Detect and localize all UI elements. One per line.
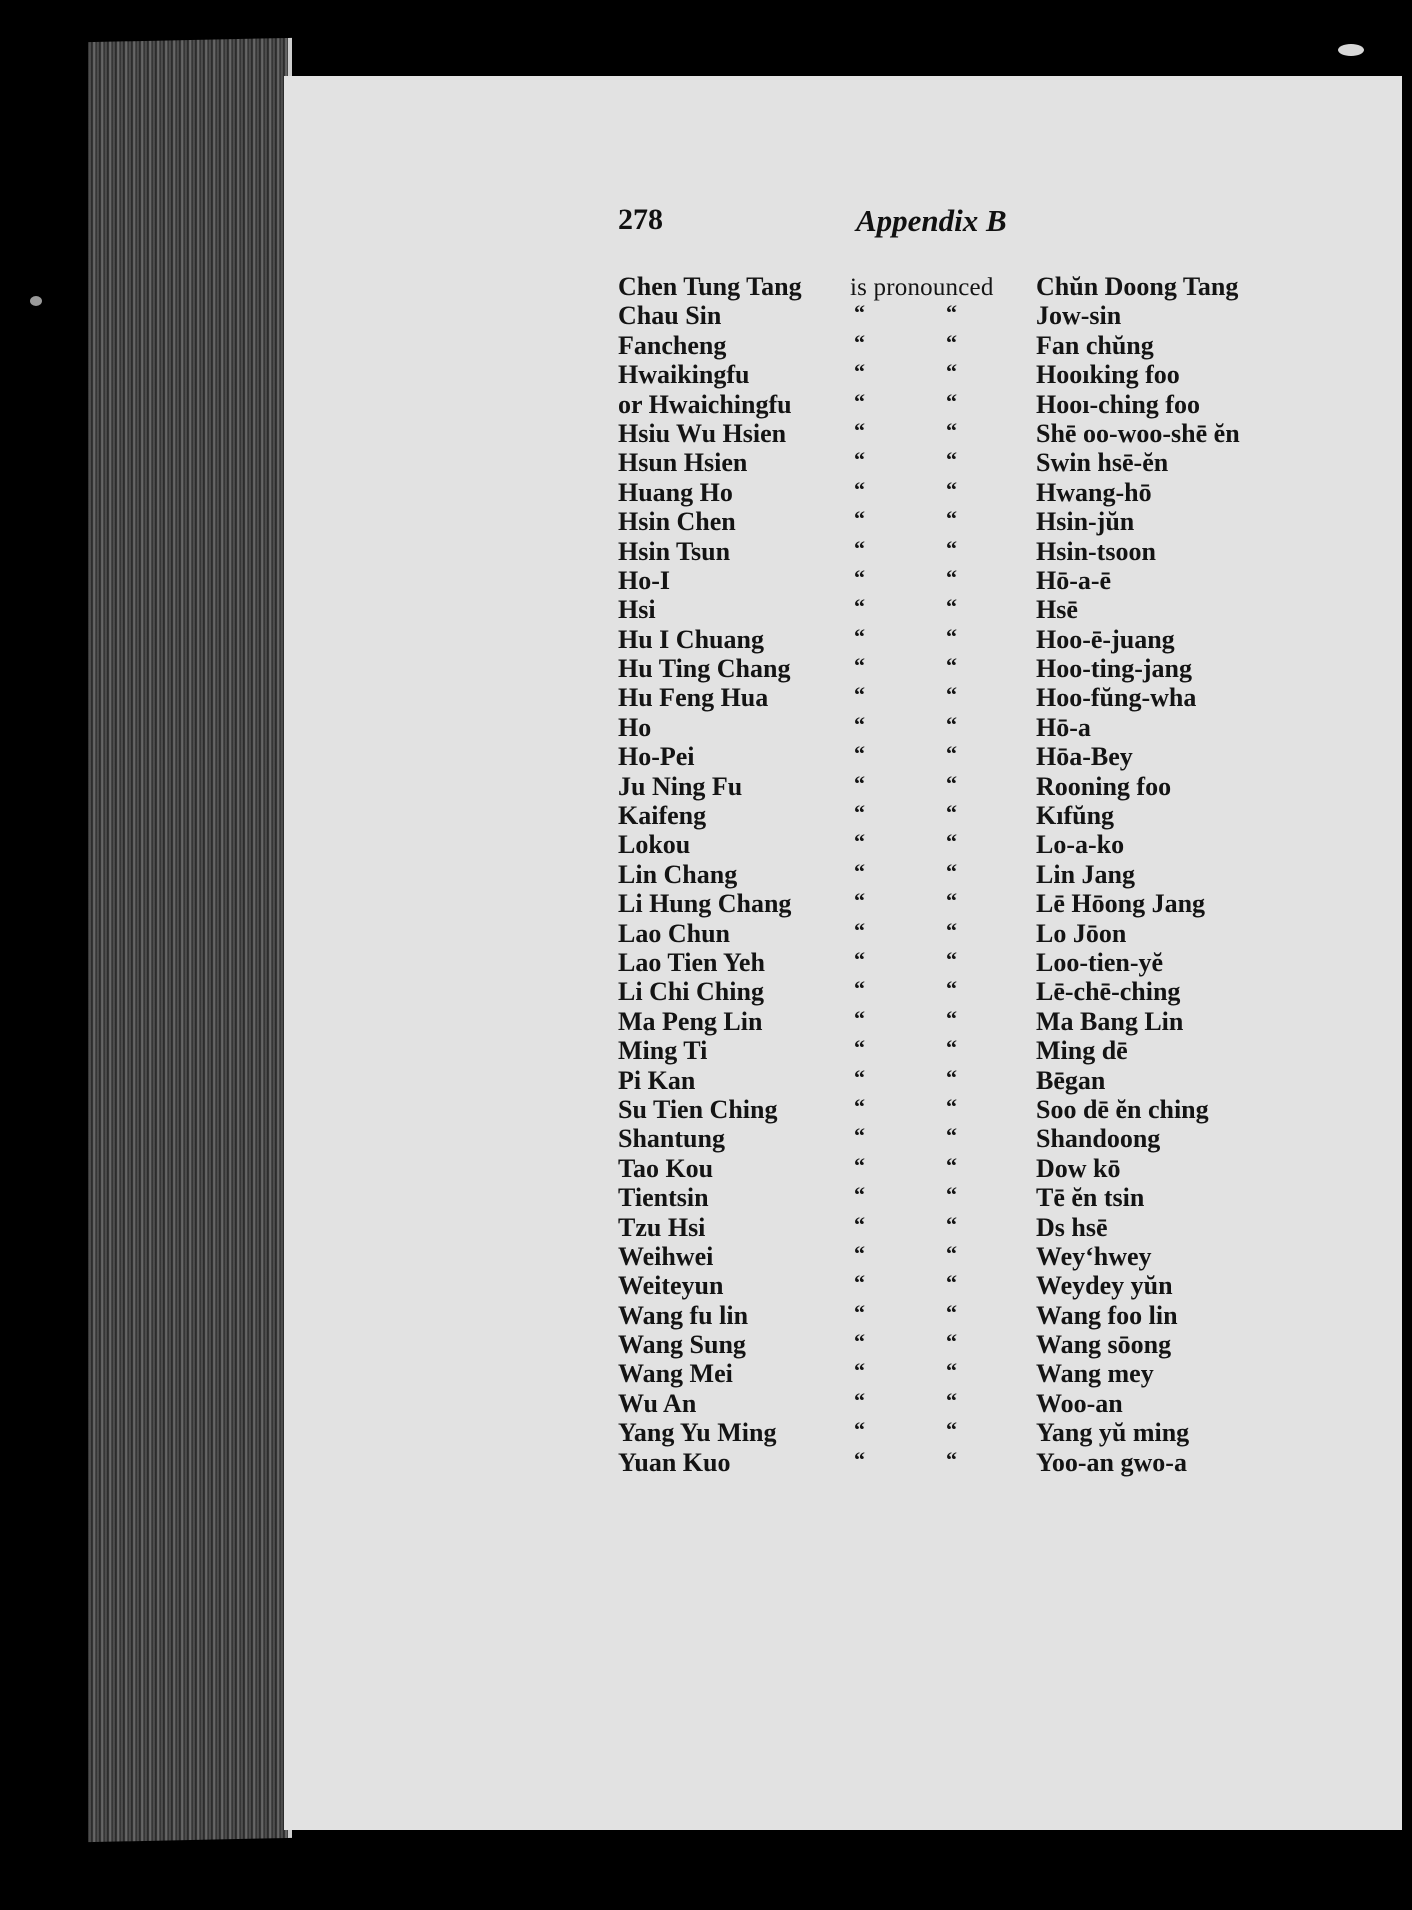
list-item xyxy=(618,1124,1278,1153)
ditto-mark: “ xyxy=(946,476,957,502)
list-item xyxy=(618,625,1278,654)
ditto-mark: “ xyxy=(854,476,865,502)
place-name: Kaifeng xyxy=(618,801,707,831)
list-item xyxy=(618,683,1278,712)
place-name: Hwaikingfu xyxy=(618,360,750,390)
pronunciation: Rooning foo xyxy=(1036,771,1172,801)
ditto-mark: “ xyxy=(946,829,957,855)
pronunciation: Hsin-tsoon xyxy=(1036,536,1156,566)
place-name: Hsin Tsun xyxy=(618,536,731,566)
ditto-mark: “ xyxy=(854,1270,865,1296)
pronunciation: Lē Hōong Jang xyxy=(1036,889,1206,919)
list-item xyxy=(618,977,1278,1006)
pronunciation: Shē oo-woo-shē ĕn xyxy=(1036,418,1240,448)
ditto-mark: “ xyxy=(854,829,865,855)
ditto-mark: “ xyxy=(854,388,865,414)
pronunciation: Hoo-ting-jang xyxy=(1036,654,1192,684)
ditto-mark: “ xyxy=(946,1123,957,1149)
ditto-mark: “ xyxy=(854,741,865,767)
ditto-mark: “ xyxy=(854,506,865,532)
pronunciation: Lin Jang xyxy=(1036,859,1135,889)
ditto-mark: “ xyxy=(946,1211,957,1237)
pronunciation: Wang sōong xyxy=(1036,1330,1172,1360)
ditto-mark: “ xyxy=(854,564,865,590)
ditto-mark: “ xyxy=(854,946,865,972)
place-name: Hsin Chen xyxy=(618,507,736,537)
ditto-mark: “ xyxy=(946,682,957,708)
dust-speck xyxy=(1338,44,1364,56)
place-name: Yang Yu Ming xyxy=(618,1418,777,1448)
ditto-mark: “ xyxy=(946,1299,957,1325)
ditto-mark: “ xyxy=(946,1240,957,1266)
list-item xyxy=(618,331,1278,360)
place-name: Lao Chun xyxy=(618,918,730,948)
ditto-mark: “ xyxy=(946,1358,957,1384)
place-name: Su Tien Ching xyxy=(618,1094,778,1124)
ditto-mark: “ xyxy=(946,1329,957,1355)
place-name: Wang Mei xyxy=(618,1359,733,1389)
list-item xyxy=(618,772,1278,801)
page-number: 278 xyxy=(618,203,663,236)
ditto-mark: “ xyxy=(946,1093,957,1119)
list-item xyxy=(618,860,1278,889)
ditto-mark: “ xyxy=(946,800,957,826)
place-name: Li Hung Chang xyxy=(618,889,792,919)
place-name: Ming Ti xyxy=(618,1036,708,1066)
list-item xyxy=(618,742,1278,771)
place-name: Hu I Chuang xyxy=(618,624,764,654)
list-item xyxy=(618,566,1278,595)
ditto-mark: “ xyxy=(946,1182,957,1208)
ditto-mark: “ xyxy=(854,1152,865,1178)
ditto-mark: “ xyxy=(946,388,957,414)
list-item xyxy=(618,830,1278,859)
ditto-mark: “ xyxy=(854,1005,865,1031)
ditto-mark: “ xyxy=(854,682,865,708)
place-name: Lokou xyxy=(618,830,691,860)
ditto-mark: “ xyxy=(946,858,957,884)
ditto-mark: “ xyxy=(946,1417,957,1443)
ditto-mark: “ xyxy=(946,535,957,561)
ditto-mark: “ xyxy=(946,711,957,737)
place-name: Tientsin xyxy=(618,1183,709,1213)
pronunciation: Weydey yŭn xyxy=(1036,1271,1173,1301)
pronunciation: Hō-a xyxy=(1036,712,1091,742)
place-name: Weiteyun xyxy=(618,1271,724,1301)
list-item xyxy=(618,801,1278,830)
ditto-mark: “ xyxy=(946,1064,957,1090)
place-name: or Hwaichingfu xyxy=(618,389,792,419)
place-name: Yuan Kuo xyxy=(618,1447,731,1477)
list-item xyxy=(618,507,1278,536)
list-item xyxy=(618,1418,1278,1447)
ditto-mark: “ xyxy=(946,1446,957,1472)
running-head: Appendix B xyxy=(856,203,1007,238)
list-item xyxy=(618,713,1278,742)
ditto-mark: “ xyxy=(854,1182,865,1208)
ditto-mark: “ xyxy=(854,1035,865,1061)
dust-speck xyxy=(30,296,42,306)
list-item xyxy=(618,1448,1278,1477)
pronunciation: Hsē xyxy=(1036,595,1078,625)
ditto-mark: “ xyxy=(946,1387,957,1413)
ditto-mark: “ xyxy=(946,359,957,385)
ditto-mark: “ xyxy=(946,976,957,1002)
ditto-mark: “ xyxy=(854,447,865,473)
pronunciation: Hwang-hō xyxy=(1036,477,1152,507)
ditto-mark: “ xyxy=(854,858,865,884)
pronunciation: Ma Bang Lin xyxy=(1036,1006,1184,1036)
list-item xyxy=(618,1154,1278,1183)
pronunciation-list xyxy=(618,272,1278,1477)
ditto-mark: “ xyxy=(854,1417,865,1443)
ditto-mark: “ xyxy=(854,1387,865,1413)
pronunciation: Yoo-an gwo-a xyxy=(1036,1447,1187,1477)
place-name: Hu Feng Hua xyxy=(618,683,769,713)
ditto-mark: “ xyxy=(854,976,865,1002)
pronunciation: Wang foo lin xyxy=(1036,1300,1178,1330)
pronunciation: Ming dē xyxy=(1036,1036,1128,1066)
list-item xyxy=(618,478,1278,507)
pronunciation: Bēgan xyxy=(1036,1065,1106,1095)
list-item xyxy=(618,1359,1278,1388)
ditto-mark: “ xyxy=(854,623,865,649)
ditto-mark: “ xyxy=(854,800,865,826)
list-item xyxy=(618,272,1278,301)
pronunciation: Wang mey xyxy=(1036,1359,1154,1389)
ditto-mark: “ xyxy=(946,623,957,649)
pronunciation: Kıfŭng xyxy=(1036,801,1115,831)
place-name: Ma Peng Lin xyxy=(618,1006,763,1036)
place-name: Ho-Pei xyxy=(618,742,695,772)
ditto-mark: “ xyxy=(946,1152,957,1178)
ditto-mark: “ xyxy=(946,653,957,679)
list-item xyxy=(618,419,1278,448)
pronunciation: Soo dē ĕn ching xyxy=(1036,1094,1209,1124)
ditto-mark: “ xyxy=(946,1005,957,1031)
ditto-mark: “ xyxy=(946,594,957,620)
place-name: Chen Tung Tang xyxy=(618,272,802,301)
ditto-mark: “ xyxy=(946,888,957,914)
list-item xyxy=(618,537,1278,566)
pronunciation: Ds hsē xyxy=(1036,1212,1108,1242)
pronunciation: Hsin-jŭn xyxy=(1036,507,1135,537)
pronunciation: Hōa-Bey xyxy=(1036,742,1133,772)
page-edges xyxy=(88,38,292,1842)
list-item xyxy=(618,1389,1278,1418)
place-name: Fancheng xyxy=(618,330,727,360)
place-name: Shantung xyxy=(618,1124,725,1154)
ditto-mark: “ xyxy=(946,1270,957,1296)
place-name: Li Chi Ching xyxy=(618,977,764,1007)
list-item xyxy=(618,1242,1278,1271)
list-item xyxy=(618,1183,1278,1212)
ditto-mark: “ xyxy=(854,417,865,443)
place-name: Weihwei xyxy=(618,1241,714,1271)
pronunciation: Woo-an xyxy=(1036,1388,1123,1418)
place-name: Hsun Hsien xyxy=(618,448,748,478)
pronounced-label: is pronounced xyxy=(850,274,994,301)
place-name: Ho-I xyxy=(618,565,670,595)
ditto-mark: “ xyxy=(854,1211,865,1237)
place-name: Hsi xyxy=(618,595,656,625)
pronunciation: Shandoong xyxy=(1036,1124,1161,1154)
list-item xyxy=(618,919,1278,948)
ditto-mark: “ xyxy=(854,1446,865,1472)
pronunciation: Loo-tien-yĕ xyxy=(1036,947,1164,977)
place-name: Wu An xyxy=(618,1388,697,1418)
ditto-mark: “ xyxy=(854,888,865,914)
pronunciation: Lē-chē-ching xyxy=(1036,977,1181,1007)
ditto-mark: “ xyxy=(854,1329,865,1355)
ditto-mark: “ xyxy=(946,506,957,532)
place-name: Tao Kou xyxy=(618,1153,714,1183)
list-item xyxy=(618,1007,1278,1036)
ditto-mark: “ xyxy=(854,917,865,943)
list-item xyxy=(618,1271,1278,1300)
ditto-mark: “ xyxy=(854,300,865,326)
ditto-mark: “ xyxy=(854,1358,865,1384)
ditto-mark: “ xyxy=(946,300,957,326)
ditto-mark: “ xyxy=(854,1240,865,1266)
ditto-mark: “ xyxy=(854,1064,865,1090)
place-name: Chau Sin xyxy=(618,301,722,331)
ditto-mark: “ xyxy=(854,359,865,385)
list-item xyxy=(618,948,1278,977)
ditto-mark: “ xyxy=(854,594,865,620)
list-item xyxy=(618,1066,1278,1095)
ditto-mark: “ xyxy=(854,711,865,737)
pronunciation: Hoo-fŭng-wha xyxy=(1036,683,1197,713)
ditto-mark: “ xyxy=(854,770,865,796)
place-name: Wang fu lin xyxy=(618,1300,749,1330)
pronunciation: Lo-a-ko xyxy=(1036,830,1125,860)
list-item xyxy=(618,1036,1278,1065)
place-name: Lao Tien Yeh xyxy=(618,947,765,977)
place-name: Pi Kan xyxy=(618,1065,696,1095)
ditto-mark: “ xyxy=(854,329,865,355)
pronunciation: Chŭn Doong Tang xyxy=(1036,272,1239,301)
list-item xyxy=(618,1095,1278,1124)
ditto-mark: “ xyxy=(854,535,865,561)
pronunciation: Tē ĕn tsin xyxy=(1036,1183,1145,1213)
ditto-mark: “ xyxy=(946,1035,957,1061)
pronunciation: Dow kō xyxy=(1036,1153,1121,1183)
list-item xyxy=(618,1330,1278,1359)
place-name: Huang Ho xyxy=(618,477,733,507)
ditto-mark: “ xyxy=(946,946,957,972)
ditto-mark: “ xyxy=(946,329,957,355)
place-name: Tzu Hsi xyxy=(618,1212,706,1242)
pronunciation: Yang yŭ ming xyxy=(1036,1418,1190,1448)
ditto-mark: “ xyxy=(946,741,957,767)
list-item xyxy=(618,889,1278,918)
ditto-mark: “ xyxy=(854,1123,865,1149)
list-item xyxy=(618,595,1278,624)
pronunciation: Hoo-ē-juang xyxy=(1036,624,1175,654)
list-item xyxy=(618,448,1278,477)
ditto-mark: “ xyxy=(946,770,957,796)
pronunciation: Lo Jōon xyxy=(1036,918,1127,948)
list-item xyxy=(618,301,1278,330)
pronunciation: Swin hsē-ĕn xyxy=(1036,448,1169,478)
list-item xyxy=(618,1213,1278,1242)
list-item xyxy=(618,360,1278,389)
ditto-mark: “ xyxy=(946,917,957,943)
place-name: Ju Ning Fu xyxy=(618,771,743,801)
page-header xyxy=(618,203,1038,243)
list-item xyxy=(618,654,1278,683)
place-name: Wang Sung xyxy=(618,1330,746,1360)
pronunciation: Hō-a-ē xyxy=(1036,565,1112,595)
pronunciation: Hooı-ching foo xyxy=(1036,389,1200,419)
place-name: Hu Ting Chang xyxy=(618,654,791,684)
ditto-mark: “ xyxy=(854,653,865,679)
list-item xyxy=(618,1301,1278,1330)
place-name: Ho xyxy=(618,712,652,742)
place-name: Lin Chang xyxy=(618,859,738,889)
pronunciation: Jow-sin xyxy=(1036,301,1122,331)
pronunciation: Hooıking foo xyxy=(1036,360,1180,390)
ditto-mark: “ xyxy=(854,1093,865,1119)
ditto-mark: “ xyxy=(946,417,957,443)
ditto-mark: “ xyxy=(946,447,957,473)
ditto-mark: “ xyxy=(854,1299,865,1325)
list-item xyxy=(618,390,1278,419)
pronunciation: Wey‘hwey xyxy=(1036,1241,1152,1271)
ditto-mark: “ xyxy=(946,564,957,590)
pronunciation: Fan chŭng xyxy=(1036,330,1154,360)
place-name: Hsiu Wu Hsien xyxy=(618,418,787,448)
